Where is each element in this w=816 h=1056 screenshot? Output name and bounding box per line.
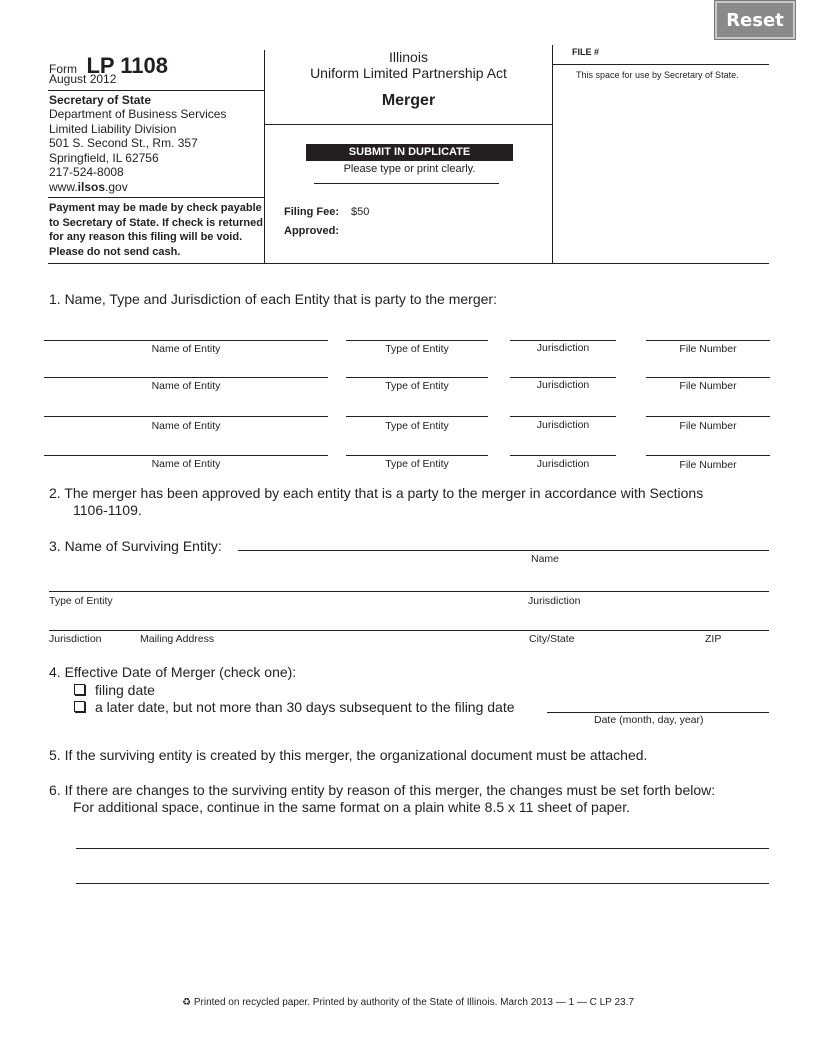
col-label: Jurisdiction xyxy=(536,379,590,391)
question-6: 6. If there are changes to the surviving entity by reason of this merger, the changes must be set forth below: xyxy=(49,782,716,798)
address-line: Department of Business Services xyxy=(49,107,227,121)
entity-type-field[interactable] xyxy=(346,377,488,378)
address-block xyxy=(49,107,226,194)
entity-jurisdiction-field[interactable] xyxy=(510,455,616,456)
act-name: Uniform Limited Partnership Act xyxy=(310,65,507,81)
entity-name-field[interactable] xyxy=(44,340,328,341)
surviving-type-field[interactable] xyxy=(49,591,769,592)
question-1: 1. Name, Type and Jurisdiction of each Entity that is party to the merger: xyxy=(49,291,497,307)
city-state-label: City/State xyxy=(529,633,575,645)
form-title: Merger xyxy=(381,92,436,109)
type-note: Please type or print clearly. xyxy=(343,163,476,175)
col-label: Type of Entity xyxy=(385,420,449,432)
footer xyxy=(0,997,816,1008)
address-line: 217-524-8008 xyxy=(49,165,124,179)
approved-label: Approved: xyxy=(284,225,339,237)
question-3: 3. Name of Surviving Entity: xyxy=(49,538,222,554)
entity-type-field[interactable] xyxy=(346,455,488,456)
col-label: File Number xyxy=(679,343,737,355)
question-2: 2. The merger has been approved by each entity that is a party to the merger in accordance with Sections xyxy=(49,485,704,501)
col-label: File Number xyxy=(679,459,737,471)
entity-type-field[interactable] xyxy=(346,416,488,417)
later-date-option: a later date, but not more than 30 days subsequent to the filing date xyxy=(95,699,515,715)
question-5: 5. If the surviving entity is created by this merger, the organizational document must be attached. xyxy=(49,747,648,763)
state-name: Illinois xyxy=(389,49,428,65)
col-label: Type of Entity xyxy=(385,458,449,470)
address-line: Springfield, IL 62756 xyxy=(49,150,159,165)
address-jurisdiction-label: Jurisdiction xyxy=(49,633,102,645)
col-label: Jurisdiction xyxy=(536,458,590,470)
mailing-address-label: Mailing Address xyxy=(140,633,215,645)
entity-file-number-field[interactable] xyxy=(646,416,770,417)
filing-date-option: filing date xyxy=(95,682,155,698)
col-label: Name of Entity xyxy=(151,420,221,432)
filing-fee-value: $50 xyxy=(351,206,370,218)
later-date-checkbox[interactable] xyxy=(74,701,85,712)
form-number: LP 1108 xyxy=(86,53,169,78)
entity-file-number-field[interactable] xyxy=(646,455,770,456)
entity-name-field[interactable] xyxy=(44,416,328,417)
entity-name-field[interactable] xyxy=(44,377,328,378)
col-label: Type of Entity xyxy=(385,343,449,355)
col-label: File Number xyxy=(679,420,737,432)
question-4: 4. Effective Date of Merger (check one): xyxy=(49,664,297,680)
payment-note: Payment may be made by check payable to Secretary of State. If check is returned for any reason this filing will be void. Please do not send cash. xyxy=(49,202,263,258)
col-label: Name of Entity xyxy=(151,380,221,392)
entity-type-field[interactable] xyxy=(346,340,488,341)
entity-file-number-field[interactable] xyxy=(646,340,770,341)
col-label: Jurisdiction xyxy=(536,419,590,431)
filing-date-checkbox[interactable] xyxy=(74,684,85,695)
surviving-address-field[interactable] xyxy=(49,630,769,631)
address-line: Limited Liability Division xyxy=(49,121,177,136)
entity-file-number-field[interactable] xyxy=(646,377,770,378)
zip-label: ZIP xyxy=(705,633,722,645)
recycle-icon: ♻ xyxy=(182,997,192,1008)
filing-fee-label: Filing Fee: xyxy=(284,206,339,218)
website[interactable]: www.ilsos.gov xyxy=(49,179,128,194)
col-label: Jurisdiction xyxy=(536,342,590,354)
surviving-type-label: Type of Entity xyxy=(49,595,113,607)
col-label: Name of Entity xyxy=(151,343,221,355)
changes-line-2[interactable] xyxy=(76,883,769,884)
effective-date-field[interactable] xyxy=(547,712,769,713)
address-line: 501 S. Second St., Rm. 357 xyxy=(49,136,198,150)
effective-date-label: Date (month, day, year) xyxy=(594,714,704,726)
form-date: August 2012 xyxy=(49,72,117,86)
file-number-label: FILE # xyxy=(572,47,600,57)
question-6-cont: For additional space, continue in the same format on a plain white 8.5 x 11 sheet of paper. xyxy=(73,799,630,815)
footer-text: Printed on recycled paper. Printed by authority of the State of Illinois. March 2013 — 1 — C LP 23.7 xyxy=(193,997,634,1008)
surviving-jurisdiction-label: Jurisdiction xyxy=(528,595,581,607)
surviving-name-label: Name xyxy=(531,553,560,565)
entity-jurisdiction-field[interactable] xyxy=(510,340,616,341)
sos-space-note: This space for use by Secretary of State. xyxy=(576,70,739,80)
entity-name-field[interactable] xyxy=(44,455,328,456)
form-word: Form xyxy=(49,62,77,76)
entity-jurisdiction-field[interactable] xyxy=(510,416,616,417)
office-title: Secretary of State xyxy=(49,93,152,107)
changes-line-1[interactable] xyxy=(76,848,769,849)
col-label: Name of Entity xyxy=(151,458,221,470)
surviving-name-field[interactable] xyxy=(238,550,769,551)
reset-button[interactable]: Reset xyxy=(715,1,795,39)
submit-banner: SUBMIT IN DUPLICATE xyxy=(306,144,513,161)
entity-jurisdiction-field[interactable] xyxy=(510,377,616,378)
question-2-cont: 1106-1109. xyxy=(73,502,142,518)
col-label: Type of Entity xyxy=(385,380,449,392)
col-label: File Number xyxy=(679,380,737,392)
